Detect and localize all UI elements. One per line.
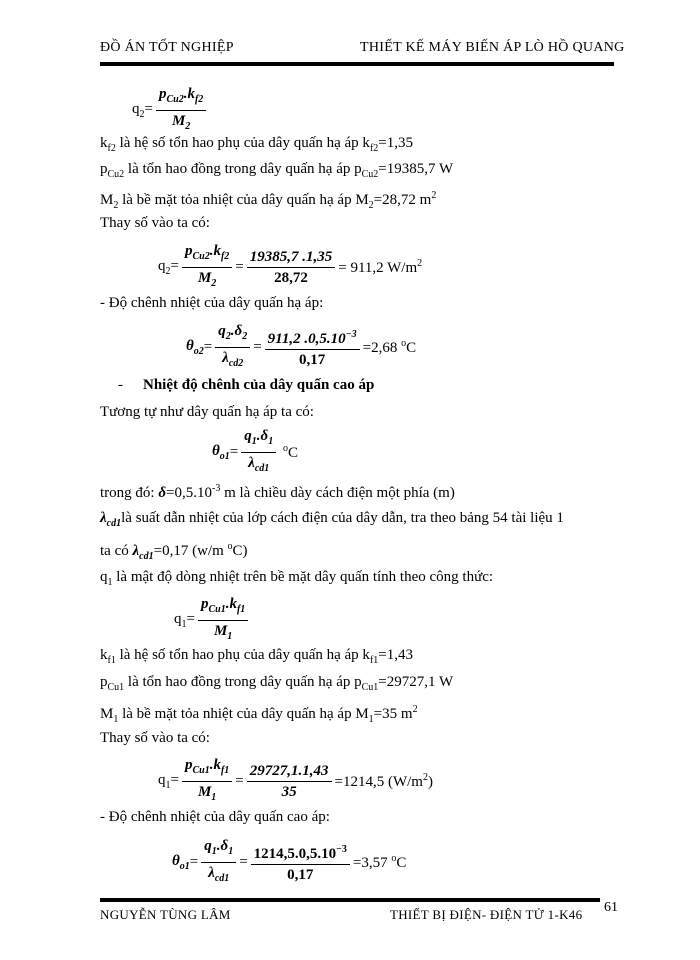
text-line-lambda-value: ta có $\lambda_{cd1}=0,17$ (w/m $^o$C) xyxy=(100,541,248,562)
text-line-m1: $M_1$ là bề mặt tỏa nhiệt của dây quấn hạ áp $M_1=35$ $m^2$ xyxy=(100,704,418,725)
bullet-dash: - xyxy=(118,377,123,393)
footer-rule xyxy=(100,898,600,902)
footer-department: THIẾT BỊ ĐIỆN- ĐIỆN TỬ 1-K46 xyxy=(390,907,583,922)
text-line-kf2: $k_{f2}$ là hệ số tổn hao phụ của dây quấn hạ áp $k_{f2}=1,35$ xyxy=(100,135,413,154)
formula-theta-o1-definition: $\theta_{o1}$ = $\frac{q_1.\delta_1}{\lambda_{cd1}}$ $^o$C xyxy=(212,428,298,474)
text-line-delta: trong đó: $\delta=0,5.10^{-3}$ m là chiều dày cách điện một phía (m) xyxy=(100,483,455,501)
text-line-pcu2: $p_{Cu2}$ là tổn hao đồng trong dây quấn hạ áp $p_{Cu2}=19385,7$ W xyxy=(100,161,454,180)
formula-q2-definition: $q_2=$ $\frac{p_{Cu2}.k_{f2}}{M_2}$ xyxy=(132,86,209,135)
text-line-temp-diff-high: - Độ chênh nhiệt của dây quấn cao áp: xyxy=(100,809,330,825)
text-line-temp-diff-low: - Độ chênh nhiệt của dây quấn hạ áp: xyxy=(100,295,324,311)
header-right: THIẾT KẾ MÁY BIẾN ÁP LÒ HỒ QUANG xyxy=(360,40,625,55)
header-left: ĐỒ ÁN TỐT NGHIỆP xyxy=(100,40,234,55)
text-line-kf1: $k_{f1}$ là hệ số tổn hao phụ của dây quấn hạ áp $k_{f1}=1,43$ xyxy=(100,647,413,666)
text-line-lambda: $\lambda_{cd1}là$ suất dẫn nhiệt của lớp cách điện của dây dẫn, tra theo bảng 54 tài liệu 1 xyxy=(100,510,564,529)
text-line-substitute-2: Thay số vào ta có: xyxy=(100,730,210,746)
section-heading-high-voltage: Nhiệt độ chênh của dây quấn cao áp xyxy=(143,377,375,393)
formula-theta-o2: $\theta_{o2}$ = $\frac{q_2.\delta_2}{\lambda_{cd2}}$ = $\frac{911,2 .0,5.10^{-3}}{0,17}$ =2,68 $^o$C xyxy=(186,323,417,369)
formula-theta-o1-calculation: $\theta_{o1}$ = $\frac{q_1.\delta_1}{\lambda_{cd1}}$ = $\frac{1214,5.0,5.10^{-3}}{0,17}$ =3,57 $^o$C xyxy=(172,838,407,884)
footer-author: NGUYỄN TÙNG LÂM xyxy=(100,907,231,922)
text-line-m2: $M_2$ là bề mặt tỏa nhiệt của dây quấn hạ áp $M_2=28,72$ $m^2$ xyxy=(100,190,437,211)
page-number: 61 xyxy=(604,900,618,915)
formula-q2-calculation: $q_2=$ $\frac{p_{Cu2}.k_{f2}}{M_2}$ = $\frac{19385,7 .1,35}{28,72}$ = 911,2 $W/m^2$ xyxy=(158,243,423,289)
text-line-substitute-1: Thay số vào ta có: xyxy=(100,215,210,231)
formula-q1-definition: $q_1=$ $\frac{p_{Cu1}.k_{f1}}{M_1}$ xyxy=(174,596,251,645)
formula-q1-calculation: $q_1=$ $\frac{p_{Cu1}.k_{f1}}{M_1}$ = $\frac{29727,1.1,43}{35}$ =1214,5 $(W/m^2)$ xyxy=(158,757,433,803)
text-line-pcu1: $p_{Cu1}$ là tổn hao đồng trong dây quấn hạ áp $p_{Cu1}=29727,1$ W xyxy=(100,674,454,693)
text-line-q1: $q_1$ là mật độ dòng nhiệt trên bề mặt dây quấn tính theo công thức: xyxy=(100,569,494,588)
header-rule xyxy=(100,62,614,66)
text-line-similar: Tương tự như dây quấn hạ áp ta có: xyxy=(100,404,314,420)
